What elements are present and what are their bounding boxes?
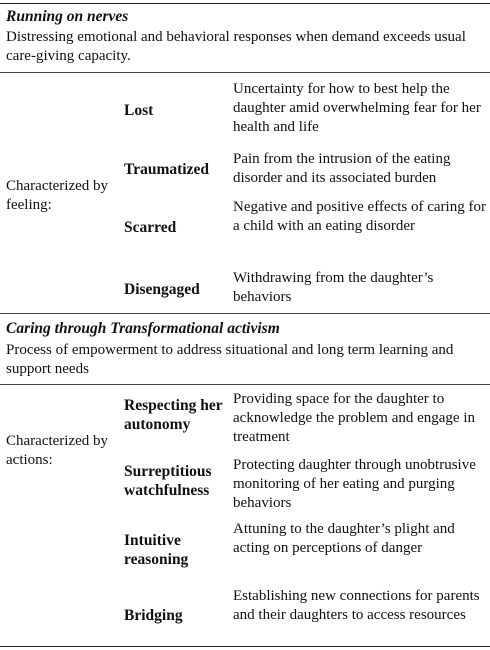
theme-name: Traumatized — [124, 161, 209, 178]
theme-description: Providing space for the daughter to acknowledge the problem and engage in treatment — [233, 391, 475, 445]
theme-description: Negative and positive effects of caring for a child with an eating disorder — [233, 199, 486, 234]
section-divider — [0, 384, 490, 385]
theme-name: Scarred — [124, 219, 177, 236]
theme-description: Uncertainty for how to best help the daughter amid overwhelming fear for her health and life — [233, 81, 481, 135]
bottom-rule — [0, 646, 490, 647]
theme-description: Attuning to the daughter’s plight and acting on perceptions of danger — [233, 521, 455, 556]
section-divider — [0, 72, 490, 73]
theme-name: Surreptitious watchfulness — [124, 463, 212, 499]
theme-name: Disengaged — [124, 281, 200, 298]
section-title-transformational-activism: Caring through Transformational activism — [6, 320, 280, 337]
theme-name: Lost — [124, 102, 154, 119]
characterized-label: Characterized by feeling: — [6, 178, 109, 213]
characterized-label: Characterized by actions: — [6, 433, 109, 468]
section-divider — [0, 313, 490, 314]
theme-name: Intuitive reasoning — [124, 532, 189, 568]
section-description: Process of empowerment to address situational and long term learning and support needs — [6, 342, 454, 377]
theme-name: Bridging — [124, 607, 183, 624]
top-rule — [0, 3, 490, 4]
theme-description: Pain from the intrusion of the eating disorder and its associated burden — [233, 151, 451, 186]
theme-description: Protecting daughter through unobtrusive monitoring of her eating and purging behaviors — [233, 457, 476, 511]
theme-name: Respecting her autonomy — [124, 397, 223, 433]
theme-description: Establishing new connections for parents and their daughters to access resources — [233, 588, 480, 623]
section-title-running-on-nerves: Running on nerves — [6, 8, 129, 25]
section-description: Distressing emotional and behavioral responses when demand exceeds usual care-giving capacity. — [6, 29, 466, 64]
theme-description: Withdrawing from the daughter’s behaviors — [233, 270, 434, 305]
